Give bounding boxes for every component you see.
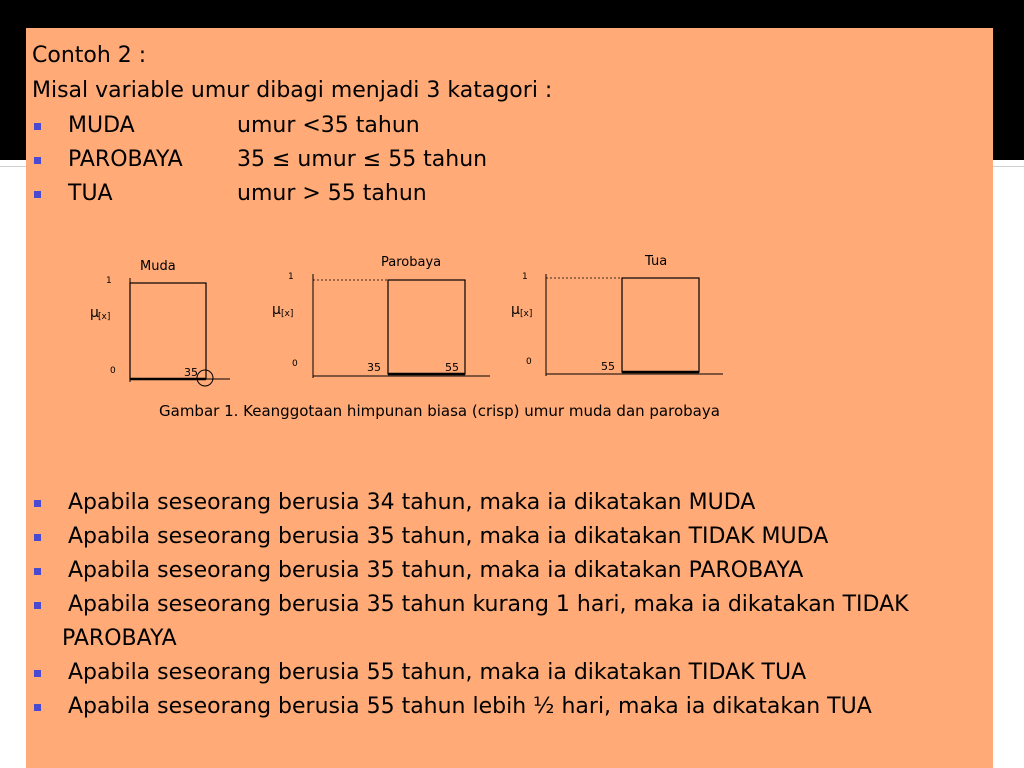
mu-subscript: [x] [520, 309, 533, 319]
example-item: Apabila seseorang berusia 34 tahun, maka ia dikatakan MUDA [68, 490, 756, 515]
diagram-title: Muda [140, 259, 176, 274]
x-tick: 55 [445, 361, 459, 374]
mu-symbol: μ [90, 305, 99, 321]
bullet-square-icon [34, 602, 41, 609]
diagram-title: Tua [645, 254, 668, 269]
category-name: MUDA [68, 113, 135, 138]
category-name: TUA [68, 181, 113, 206]
category-rule: umur <35 tahun [237, 113, 420, 138]
bullet-square-icon [34, 500, 41, 507]
bullet-square-icon [34, 123, 41, 130]
diagram-tua [511, 254, 723, 376]
x-tick-muda: 35 [184, 366, 198, 379]
example-item: Apabila seseorang berusia 35 tahun kurang 1 hari, maka ia dikatakan TIDAK [68, 592, 909, 617]
diagram-title: Parobaya [381, 255, 442, 270]
y-label-one: 1 [288, 272, 294, 282]
figure-caption: Gambar 1. Keanggotaan himpunan biasa (crisp) umur muda dan parobaya [159, 402, 720, 420]
slide-subtitle: Misal variable umur dibagi menjadi 3 katagori : [32, 78, 553, 103]
slide-title: Contoh 2 : [32, 43, 147, 68]
example-item: Apabila seseorang berusia 55 tahun, maka ia dikatakan TIDAK TUA [68, 660, 807, 685]
mu-subscript: [x] [98, 312, 111, 322]
membership-box [130, 283, 206, 379]
y-label-one: 1 [522, 272, 528, 282]
diagram-parobaya [272, 255, 490, 378]
mu-symbol: μ [272, 302, 281, 318]
bullet-square-icon [34, 534, 41, 541]
category-name: PAROBAYA [68, 147, 183, 172]
y-label-zero: 0 [110, 366, 116, 376]
diagram-muda [90, 259, 230, 386]
mu-symbol: μ [511, 302, 520, 318]
example-item-continuation: PAROBAYA [62, 626, 177, 651]
bullet-square-icon [34, 704, 41, 711]
example-item: Apabila seseorang berusia 35 tahun, maka ia dikatakan PAROBAYA [68, 558, 804, 583]
crisp-membership-diagrams [26, 250, 993, 410]
membership-box [388, 280, 465, 374]
bullet-square-icon [34, 191, 41, 198]
membership-box [622, 278, 699, 372]
x-tick: 35 [367, 361, 381, 374]
example-item: Apabila seseorang berusia 35 tahun, maka ia dikatakan TIDAK MUDA [68, 524, 829, 549]
bullet-square-icon [34, 670, 41, 677]
slide-panel [26, 28, 993, 768]
bullet-square-icon [34, 157, 41, 164]
category-rule: umur > 55 tahun [237, 181, 427, 206]
y-label-zero: 0 [292, 359, 298, 369]
category-rule: 35 ≤ umur ≤ 55 tahun [237, 147, 488, 172]
mu-subscript: [x] [281, 309, 294, 319]
example-item: Apabila seseorang berusia 55 tahun lebih ½ hari, maka ia dikatakan TUA [68, 694, 872, 719]
bullet-square-icon [34, 568, 41, 575]
x-tick: 55 [601, 360, 615, 373]
y-label-zero: 0 [526, 357, 532, 367]
y-label-one: 1 [106, 276, 112, 286]
